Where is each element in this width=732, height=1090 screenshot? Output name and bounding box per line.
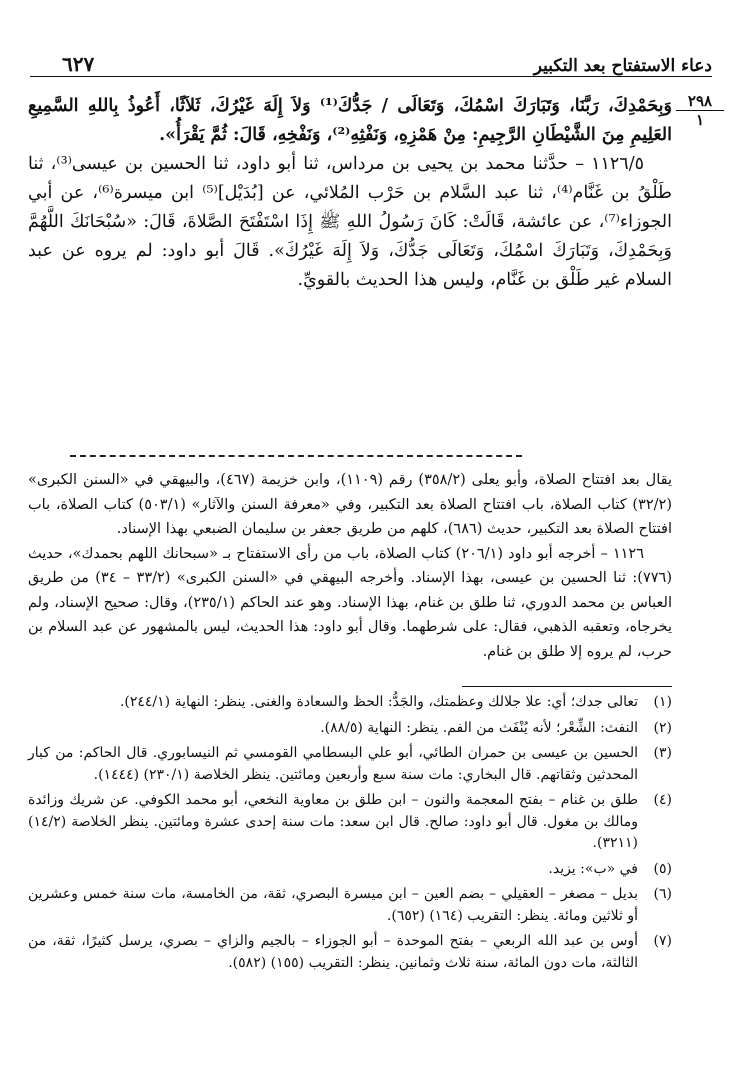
footnote-number: (١) (653, 694, 672, 710)
footnote-text: الحسين بن عيسى بن حمران الطائي، أبو علي البسطامي القومسي ثم النيسابوري. قال الحاكم: من كبار المحدثين وثقاتهم. قال البخاري: مات سنة سبع وأربعين ومائتين. ينظر الخلاصة (٢٣٠/١) (١٤٤٤). (28, 745, 638, 783)
footnote-text: أوس بن عبد الله الربعي – بفتح الموحدة – أبو الجوزاء – بالجيم والزاي – بصري، يرسل كثيرًا، ثقة، من الثالثة، مات دون المائة، سنة ثلاث وثمانين. ينظر: التقريب (١٥٥) (٥٨٢). (28, 933, 638, 971)
margin-reference-top: ٢٩٨ (676, 92, 724, 111)
footnote-number: (٥) (653, 860, 672, 877)
footnote (28, 859, 672, 881)
footnote-text: بديل – مصغر – العقيلي – بضم العين – ابن ميسرة البصري، ثقة، من الخامسة، مات سنة خمس وعشرين أو ثلاثين ومائة. ينظر: التقريب (١٦٤) (٦٥٢). (28, 886, 638, 924)
page-number: ٦٢٧ (62, 52, 95, 76)
footnote-text: طلق بن غنام – بفتح المعجمة والنون – ابن طلق بن معاوية النخعي، أبو محمد الكوفي. عن شريك وزائدة ومالك بن مغول. قال أبو داود: صالح. قال ابن سعد: مات سنة إحدى عشرة ومائتين. ينظر الخلاصة (١٤/٢) (٣٢١١). (28, 792, 638, 851)
footnote-number: (٢) (653, 719, 672, 736)
takhrij-paragraph-1: يقال بعد افتتاح الصلاة، وأبو يعلى (٣٥٨/٢) رقم (١١٠٩)، وابن خزيمة (٤٦٧)، والبيهقي في «السنن الكبرى» (٣٢/٢) كتاب الصلاة، باب افتتاح الصلاة بعد التكبير، وفي «معرفة السنن والآثار» (٥٠٣/١) كتاب الصلاة، باب افتتاح الصلاة بعد التكبير، حديث (٦٨٦)، كلهم من طريق جعفر بن سليمان الضبعي بهذا الإسناد. (28, 472, 673, 537)
hadith-paragraph-1: وَبِحَمْدِكَ، رَبَّنَا، وَتَبَارَكَ اسْمُكَ، وَتَعَالَى / جَدُّكَ⁽¹⁾ وَلاَ إِلَهَ غَيْرُكَ، ثَلاَثًا، أَعُوذُ بِاللهِ السَّمِيعِ العَلِيمِ مِنَ الشَّيْطَانِ الرَّجِيمِ: مِنْ هَمْزِهِ، وَنَفْثِهِ⁽²⁾، وَنَفْخِهِ، قَالَ: ثُمَّ يَقْرَأُ». (28, 96, 672, 145)
margin-reference-bottom: ١ (695, 111, 705, 129)
footnote-separator (462, 686, 672, 687)
dashed-separator (70, 455, 522, 457)
margin-reference (676, 92, 724, 129)
takhrij-paragraph-2: ١١٢٦ – أخرجه أبو داود (٢٠٦/١) كتاب الصلاة، باب من رأى الاستفتاح بـ «سبحانك اللهم بحمدك»، حديث (٧٧٦): ثنا الحسين بن عيسى، بهذا الإسناد. وأخرجه البيهقي في «السنن الكبرى» (٣٣/٢ – ٣٤) من طريق العباس بن محمد الدوري، ثنا طلق بن غنام، بهذا الإسناد. وهو عند الحاكم (٢٣٥/١)، وقال: صحيح الإسناد، ولم يخرجاه، وتعقبه الذهبي، فقال: على شرطهما. وقال أبو داود: هذا الحديث، ليس بالمشهور عن عبد السلام بن حرب، لم يروه إلا طلق بن غنام. (28, 545, 672, 660)
hadith-text (28, 92, 672, 295)
footnote-text: في «ب»: يزيد. (548, 860, 638, 877)
running-title: دعاء الاستفتاح بعد التكبير (533, 56, 712, 76)
takhrij-section (28, 468, 672, 664)
hadith-paragraph-2: ١١٢٦/٥ – حدَّثنا محمد بن يحيى بن مرداس، ثنا أبو داود، ثنا الحسين بن عيسى⁽³⁾، ثنا طَلْقُ بن غَنَّام⁽⁴⁾، ثنا عبد السَّلام بن حَرْب المُلائي، عن [بُدَيْل]⁽⁵⁾ ابن ميسرة⁽⁶⁾، عن أبي الجوزاء⁽⁷⁾، عن عائشة، قَالَتْ: كَانَ رَسُولُ اللهِ ﷺ إِذَا اسْتَفْتَحَ الصَّلاةَ، قَالَ: «سُبْحَانَكَ اللَّهُمَّ وَبِحَمْدِكَ، وَتَبَارَكَ اسْمُكَ، وَتَعَالَى جَدُّكَ، وَلاَ إِلَهَ غَيْرُكَ». قَالَ أبو داود: لم يروه عن عبد السلام غير طَلْق بن غَنَّام، وليس هذا الحديث بالقويِّ. (28, 154, 672, 290)
footnote (28, 790, 672, 855)
footnote (28, 718, 672, 740)
footnote-number: (٧) (653, 933, 672, 949)
footnote-number: (٤) (653, 792, 672, 808)
footnote (28, 884, 672, 927)
footnote-text: النفث: الشِّعْر؛ لأنه يُنْفَث من الفم. ينظر: النهاية (٨٨/٥). (320, 719, 638, 736)
footnote (28, 692, 672, 714)
footnotes (28, 692, 672, 978)
footnote (28, 931, 672, 974)
footnote (28, 743, 672, 786)
footnote-number: (٣) (653, 745, 672, 761)
page-header (30, 40, 712, 77)
footnote-number: (٦) (653, 886, 672, 902)
footnote-text: تعالى جدك؛ أي: علا جلالك وعظمتك، والجَدُّ: الحظ والسعادة والغنى. ينظر: النهاية (٢٤٤/١). (119, 694, 638, 710)
